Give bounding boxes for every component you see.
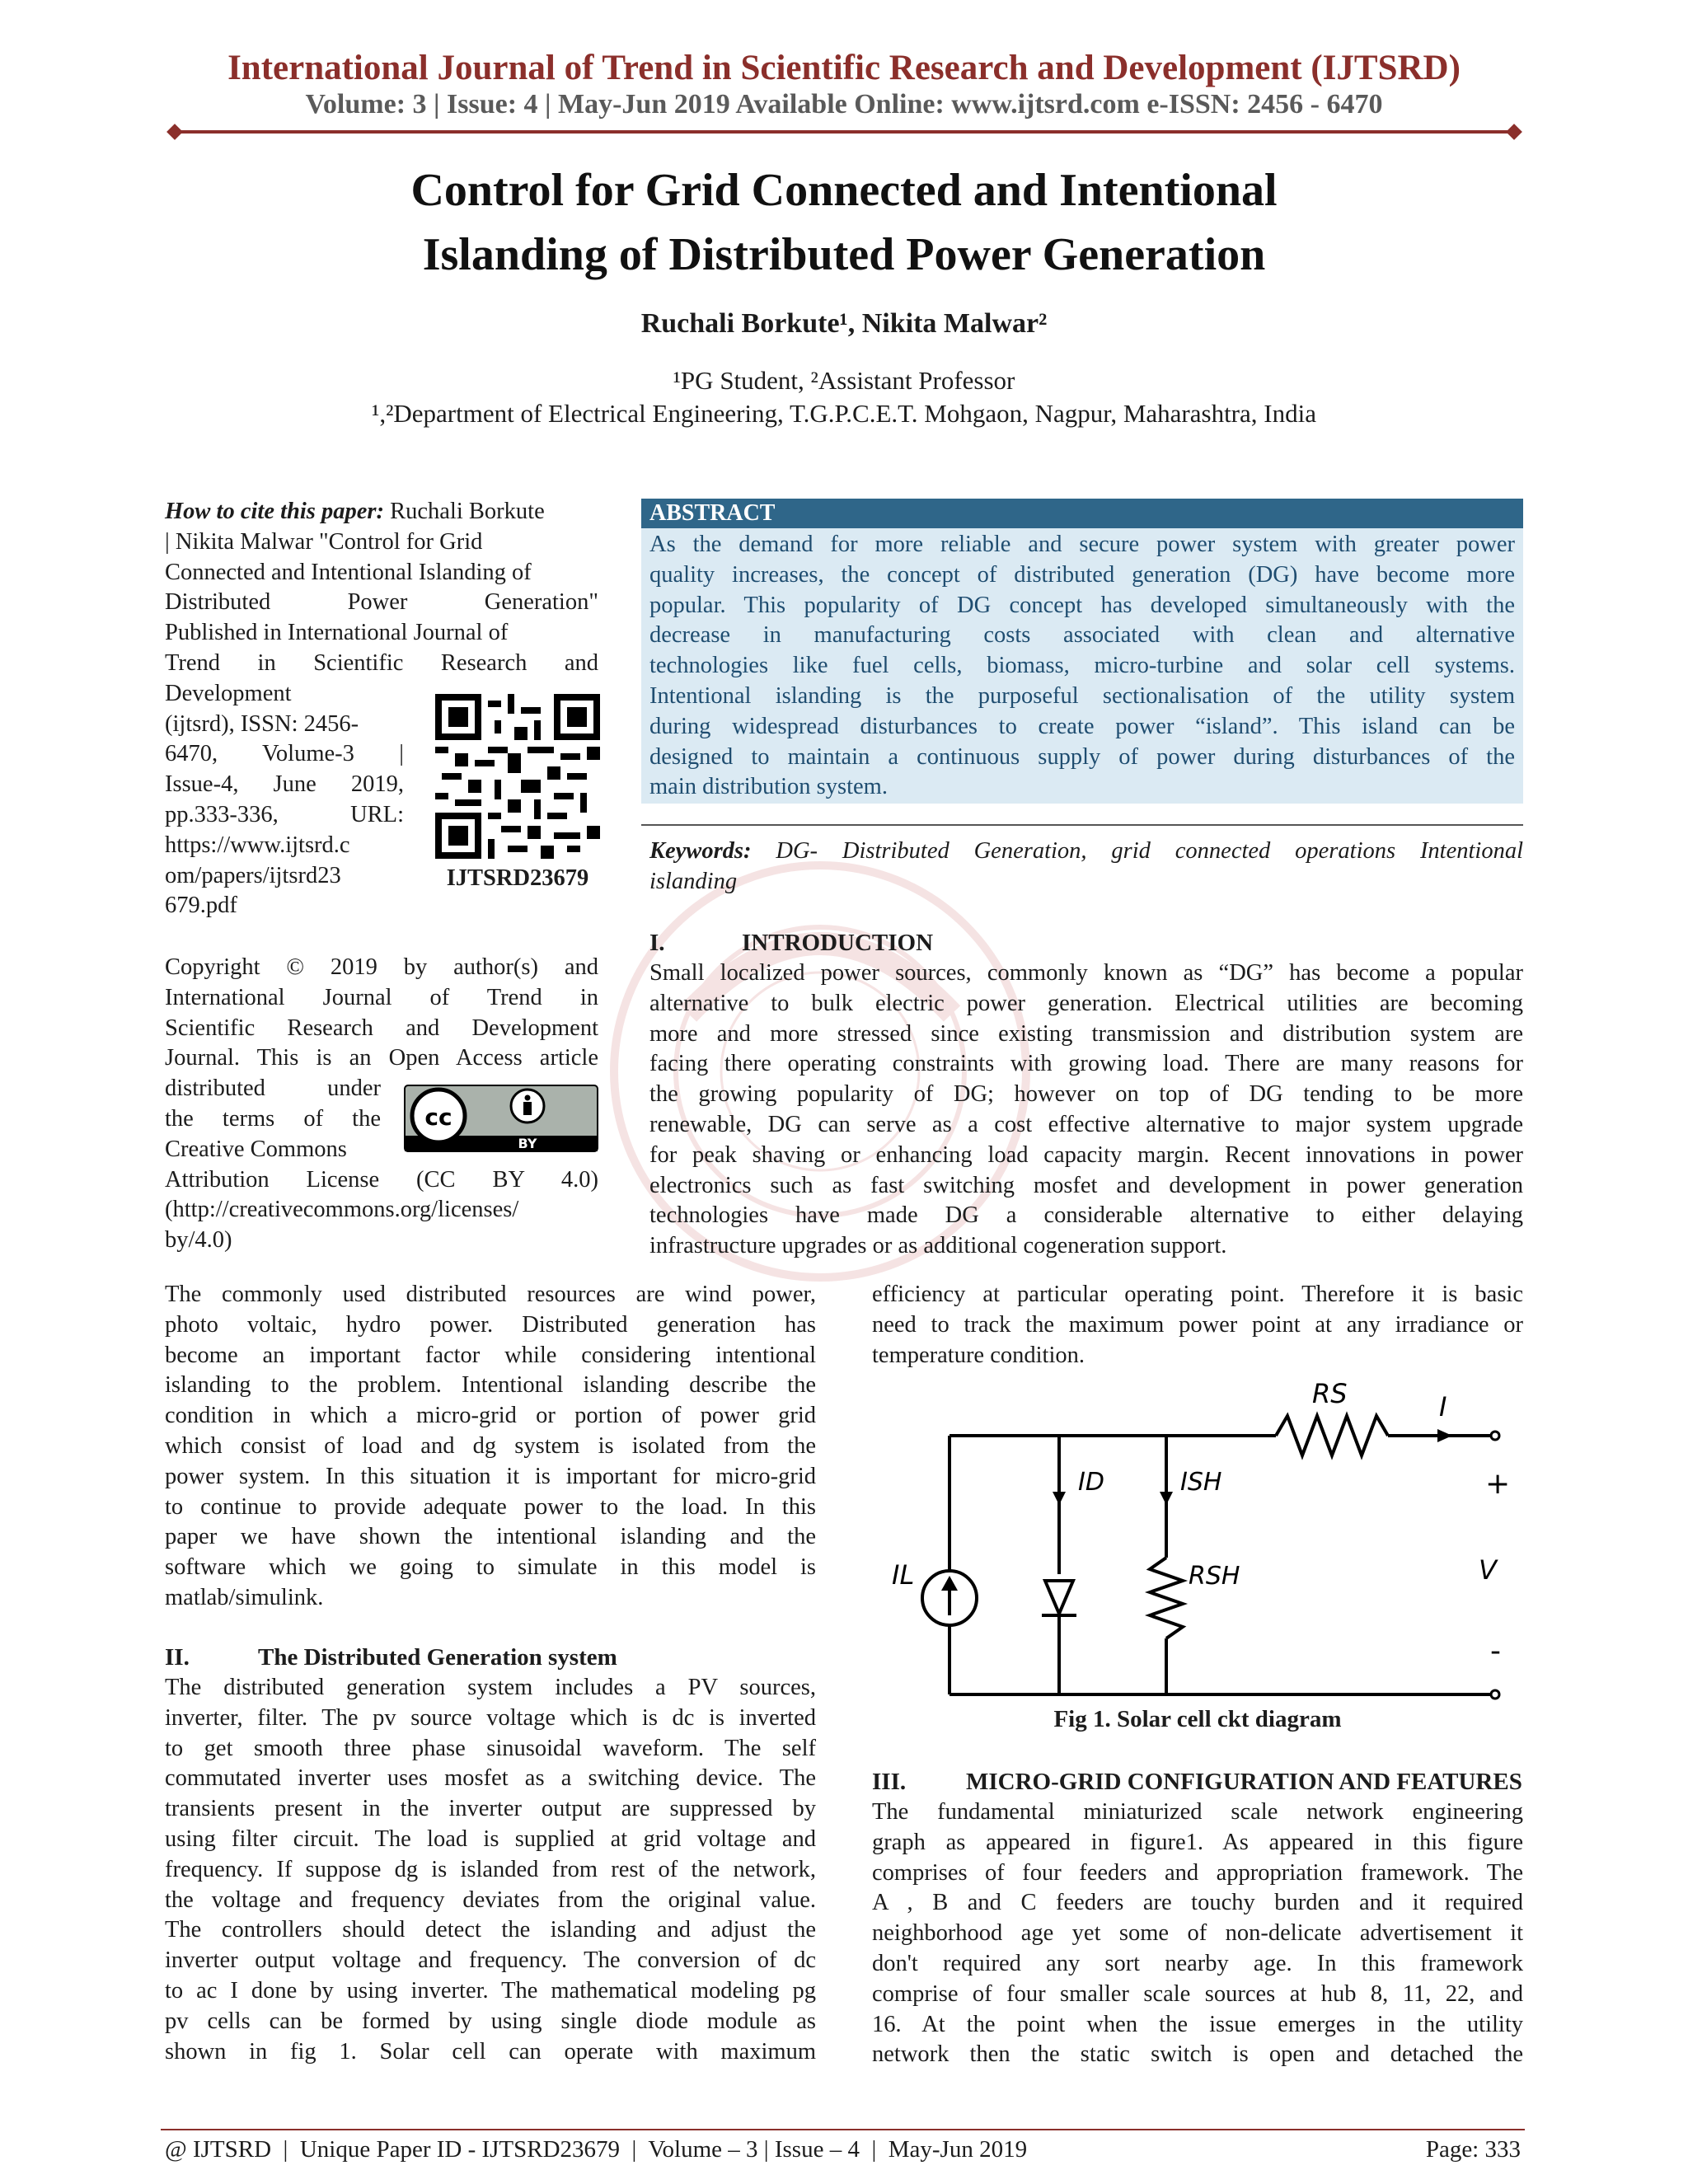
- label-plus: +: [1485, 1467, 1511, 1501]
- body-line: inverter output voltage and frequency. The conversion of dc: [165, 1947, 816, 1974]
- intro-number: I.: [649, 930, 665, 956]
- label-v: V: [1479, 1554, 1497, 1586]
- sec2-heading: The Distributed Generation system: [258, 1644, 617, 1671]
- abstract-text: [649, 530, 1515, 803]
- svg-text:cc: cc: [424, 1104, 452, 1131]
- solar-cell-circuit-diagram: [890, 1368, 1525, 1714]
- abstract-line: popular. This popularity of DG concept has developed simultaneously with the: [649, 592, 1515, 618]
- body-line: graph as appeared in figure1. As appeared in this figure: [872, 1829, 1523, 1855]
- body-line: The commonly used distributed resources are wind power,: [165, 1282, 816, 1307]
- copyright-line: distributed under: [165, 1076, 381, 1102]
- keywords-text: DG- Distributed Generation, grid connected operations Intentional: [776, 838, 1524, 864]
- intro-line: more and more stressed since existing transmission and distribution system are: [649, 1020, 1523, 1047]
- body-line: pv cells can be formed by using single diode module as: [165, 2008, 816, 2034]
- body-line: paper we have shown the intentional islanding and the: [165, 1524, 816, 1550]
- title-line-2: Islanding of Distributed Power Generation: [422, 229, 1266, 280]
- label-il: IL: [892, 1559, 915, 1591]
- copyright-line: Scientific Research and Development: [165, 1015, 598, 1041]
- sec3-number: III.: [872, 1769, 907, 1795]
- cite-line: Ruchali Borkute: [390, 499, 545, 524]
- rule-left-diamond-icon: [166, 124, 183, 140]
- abstract-line: main distribution system.: [649, 774, 888, 800]
- body-line: become an important factor while considering intentional: [165, 1342, 816, 1368]
- body-line: using filter circuit. The load is supplied at grid voltage and: [165, 1825, 816, 1852]
- copyright-line: International Journal of Trend in: [165, 984, 598, 1010]
- cite-line: Published in International Journal of: [165, 620, 509, 646]
- abstract-line: during widespread disturbances to create power “island”. This island can be: [649, 713, 1515, 739]
- body-line: to ac I done by using inverter. The mathematical modeling pg: [165, 1977, 816, 2004]
- copyright-line: Attribution License (CC BY 4.0): [165, 1166, 598, 1193]
- cite-line: | Nikita Malwar "Control for Grid: [165, 528, 483, 555]
- intro-line: facing there operating constraints with growing load. There are many reasons for: [649, 1051, 1523, 1077]
- intro-heading: INTRODUCTION: [742, 930, 934, 956]
- abstract-line: technologies like fuel cells, biomass, micro-turbine and solar cell systems.: [649, 653, 1515, 679]
- intro-line: Small localized power sources, commonly known as “DG” has become a popular: [649, 960, 1523, 986]
- cite-line: Trend in Scientific Research and: [165, 649, 598, 676]
- body-line: 16. At the point when the issue emerges in the utility: [872, 2011, 1523, 2037]
- page-footer: [165, 2136, 1521, 2163]
- label-i: I: [1439, 1391, 1447, 1422]
- abstract-heading: ABSTRACT: [641, 499, 1523, 528]
- body-line: network then the static switch is open and detached the: [872, 2041, 1523, 2068]
- cite-line: Connected and Intentional Islanding of: [165, 559, 532, 585]
- intro-line: renewable, DG can serve as a cost effective alternative to major system upgrade: [649, 1111, 1523, 1137]
- keywords-text: islanding: [649, 868, 738, 894]
- body-line: need to track the maximum power point at any irradiance or: [872, 1311, 1523, 1338]
- body-line: The fundamental miniaturized scale network engineering: [872, 1799, 1523, 1825]
- intro-line: electronics such as fast switching mosfet and development in power generation: [649, 1172, 1523, 1198]
- body-line: comprises of four feeders and appropriation framework. The: [872, 1859, 1523, 1886]
- intro-line: infrastructure upgrades or as additional cogeneration support.: [649, 1233, 1227, 1259]
- keywords: [649, 837, 1523, 898]
- abstract-line: As the demand for more reliable and secure power system with greater power: [649, 532, 1515, 557]
- label-ish: ISH: [1180, 1468, 1222, 1497]
- footer-info: @ IJTSRD | Unique Paper ID - IJTSRD23679 | Volume – 3 | Issue – 4 | May-Jun 2019: [165, 2136, 1028, 2163]
- abstract-line: designed to maintain a continuous supply of power during disturbances of the: [649, 743, 1515, 770]
- figure-caption: Fig 1. Solar cell ckt diagram: [1053, 1706, 1342, 1732]
- body-line: to get smooth three phase sinusoidal waveform. The self: [165, 1735, 816, 1761]
- journal-name: International Journal of Trend in Scientific Research and Development (IJTSRD): [227, 49, 1461, 87]
- body-line: which consist of load and dg system is isolated from the: [165, 1432, 816, 1459]
- body-line: neighborhood age yet some of non-delicate advertisement it: [872, 1920, 1523, 1947]
- copyright-line: the terms of the: [165, 1105, 381, 1132]
- body-line: transients present in the inverter output are suppressed by: [165, 1796, 816, 1822]
- author-roles: ¹PG Student, ²Assistant Professor: [673, 366, 1015, 395]
- rule-right-diamond-icon: [1506, 124, 1522, 140]
- copyright-line: Copyright © 2019 by author(s) and: [165, 954, 598, 980]
- title-line-1: Control for Grid Connected and Intentional: [410, 165, 1278, 216]
- body-line: to continue to provide adequate power to the load. In this: [165, 1493, 816, 1520]
- label-minus: -: [1490, 1634, 1501, 1668]
- label-id: ID: [1078, 1468, 1104, 1497]
- cite-line: 6470, Volume-3 |: [165, 741, 404, 767]
- label-rsh: RSH: [1189, 1562, 1240, 1591]
- copyright-line[interactable]: by/4.0): [165, 1227, 232, 1254]
- abstract-line: decrease in manufacturing costs associated with clean and alternative: [649, 622, 1515, 649]
- paper-id: IJTSRD23679: [446, 865, 589, 891]
- intro-line: for peak shaving or enhancing load capacity margin. Recent innovations in power: [649, 1141, 1523, 1168]
- cite-line[interactable]: 679.pdf: [165, 893, 237, 919]
- body-line: islanding to the problem. Intentional islanding describe the: [165, 1372, 816, 1399]
- abstract-line: quality increases, the concept of distributed generation (DG) have become more: [649, 561, 1515, 588]
- qr-code[interactable]: [435, 694, 600, 859]
- body-line: comprise of four smaller scale sources at hub 8, 11, 22, and: [872, 1980, 1523, 2007]
- cite-label: How to cite this paper:: [165, 499, 384, 524]
- body-line: matlab/simulink.: [165, 1584, 324, 1610]
- sec3-heading: MICRO-GRID CONFIGURATION AND FEATURES: [966, 1769, 1522, 1795]
- intro-text: [649, 958, 1523, 1262]
- right-col-para2: [872, 1797, 1523, 2070]
- page-number: Page: 333: [1425, 2136, 1521, 2163]
- cite-line: Distributed Power Generation": [165, 589, 598, 616]
- body-line: condition in which a micro-grid or portion of power grid: [165, 1403, 816, 1429]
- body-line: software which we going to simulate in this model is: [165, 1554, 816, 1581]
- department: ¹,²Department of Electrical Engineering, T.G.P.C.E.T. Mohgaon, Nagpur, Maharashtra, India: [372, 399, 1316, 428]
- body-line: photo voltaic, hydro power. Distributed generation has: [165, 1311, 816, 1338]
- copyright-line: Journal. This is an Open Access article: [165, 1045, 598, 1071]
- cite-line: (ijtsrd), ISSN: 2456-: [165, 710, 359, 737]
- label-rs: RS: [1312, 1378, 1348, 1409]
- body-line: don't required any sort nearby age. In this framework: [872, 1950, 1523, 1976]
- cite-line: Development: [165, 680, 292, 706]
- body-line: commutated inverter uses mosfet as a switching device. The: [165, 1765, 816, 1792]
- journal-volume-line: Volume: 3 | Issue: 4 | May-Jun 2019 Available Online: www.ijtsrd.com e-ISSN: 2456 - 6470: [305, 89, 1383, 120]
- body-line: The controllers should detect the islanding and adjust the: [165, 1917, 816, 1943]
- cite-line[interactable]: om/papers/ijtsrd23: [165, 862, 341, 888]
- body-line: inverter, filter. The pv source voltage which is dc is inverted: [165, 1704, 816, 1731]
- intro-line: the growing popularity of DG; however on top of DG tending to be more: [649, 1081, 1523, 1108]
- body-line: The distributed generation system includes a PV sources,: [165, 1675, 816, 1700]
- footer-rule: [161, 2129, 1525, 2130]
- body-line: frequency. If suppose dg is islanded from rest of the network,: [165, 1856, 816, 1882]
- intro-line: technologies have made DG a considerable alternative to either delaying: [649, 1202, 1523, 1229]
- cc-badge-label: BY: [518, 1136, 537, 1151]
- sec2-number: II.: [165, 1644, 190, 1671]
- header-rule: [175, 130, 1514, 134]
- cc-by-license-badge[interactable]: [404, 1085, 598, 1152]
- paper-title: [0, 158, 1688, 287]
- keywords-label: Keywords:: [649, 838, 752, 864]
- left-col-para2: [165, 1673, 816, 2067]
- body-line: power system. In this situation it is important for micro-grid: [165, 1463, 816, 1489]
- body-line: efficiency at particular operating point. Therefore it is basic: [872, 1282, 1523, 1307]
- cite-line: Issue-4, June 2019,: [165, 771, 404, 798]
- copyright-line: Creative Commons: [165, 1136, 347, 1162]
- copyright-line[interactable]: (http://creativecommons.org/licenses/: [165, 1197, 519, 1223]
- abstract-line: Intentional islanding is the purposeful sectionalisation of the utility system: [649, 682, 1515, 709]
- left-col-para1: [165, 1280, 816, 1614]
- cite-line[interactable]: https://www.ijtsrd.c: [165, 832, 350, 858]
- body-line: temperature condition.: [872, 1342, 1085, 1368]
- abstract-divider: [641, 824, 1523, 826]
- right-col-para1: [872, 1280, 1523, 1371]
- cite-line: pp.333-336, URL:: [165, 801, 404, 827]
- authors: Ruchali Borkute¹, Nikita Malwar²: [640, 308, 1048, 339]
- intro-line: alternative to bulk electric power generation. Electrical utilities are becoming: [649, 990, 1523, 1016]
- body-line: A , B and C feeders are touchy burden and it required: [872, 1890, 1523, 1916]
- body-line: shown in fig 1. Solar cell can operate with maximum: [165, 2038, 816, 2064]
- body-line: the voltage and frequency deviates from the original value.: [165, 1886, 816, 1913]
